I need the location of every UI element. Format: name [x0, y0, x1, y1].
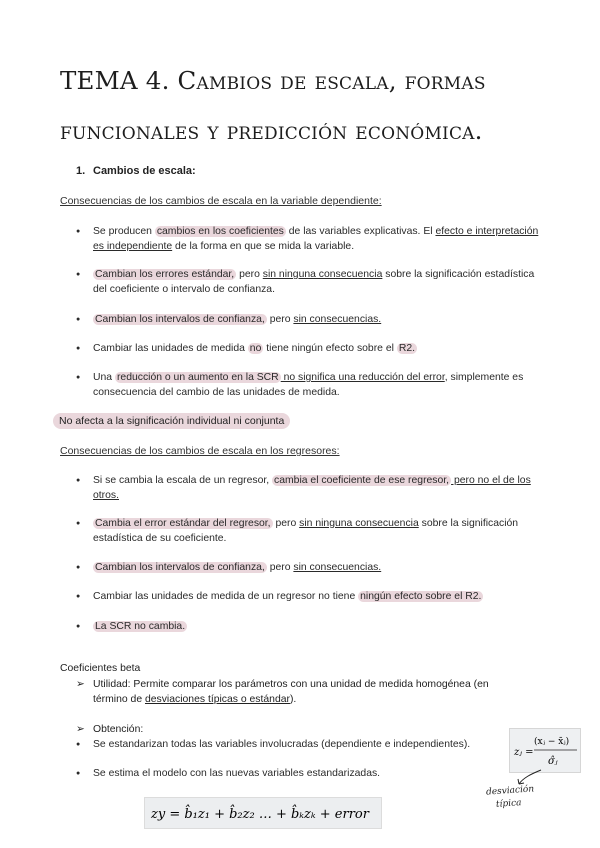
- list-item: ● Se estima el modelo con las nuevas variables estandarizadas.: [93, 766, 548, 781]
- list-item: ➢ Obtención:: [76, 724, 144, 735]
- svg-text:(xⱼ − x̄ⱼ): (xⱼ − x̄ⱼ): [534, 737, 570, 747]
- list-item: ● Se estandarizan todas las variables involucradas (dependiente e independientes).: [93, 737, 548, 752]
- section-label: Cambios de escala:: [93, 165, 196, 177]
- list-item: ● La SCR no cambia.: [93, 619, 548, 634]
- list-item: ● Cambia el error estándar del regresor, pero sin ninguna consecuencia sobre la significación estadística de su coeficiente.: [93, 516, 548, 546]
- formula-graphic: [510, 729, 580, 772]
- list-item: ● Cambian los intervalos de confianza, pero sin consecuencias.: [93, 560, 548, 575]
- beta-heading: Coeficientes beta: [60, 663, 141, 674]
- list-item: ➢ Utilidad: Permite comparar los parámetros con una unidad de medida homogénea (en término de desviaciones típicas o estándar).: [76, 679, 489, 705]
- list-item: ● Cambian los errores estándar, pero sin ninguna consecuencia sobre la significación estadística del coeficiente o intervalo de confianza.: [93, 267, 548, 297]
- handwritten-note-line1: desviación: [485, 784, 535, 798]
- section-number: 1.: [76, 165, 86, 177]
- dependent-heading: Consecuencias de los cambios de escala en la variable dependiente:: [60, 195, 382, 207]
- arrow-icon: ➢: [76, 724, 85, 735]
- svg-text:σ̂ⱼ: σ̂ⱼ: [548, 756, 558, 767]
- handwritten-note-line2: típica: [495, 798, 522, 810]
- list-item: ● Cambiar las unidades de medida de un regresor no tiene ningún efecto sobre el R2.: [93, 589, 548, 604]
- section-heading: [76, 165, 196, 177]
- page-title: TEMA 4. Cambios de escala, formas funcionales y predicción económica.: [60, 66, 486, 145]
- list-item: ● Se producen cambios en los coeficientes de las variables explicativas. El efecto e interpretación es independiente de la forma en que se mida la variable.: [93, 224, 548, 254]
- list-item: ● Cambiar las unidades de medida no tiene ningún efecto sobre el R2.: [93, 341, 548, 356]
- svg-text:zy = b̂₁z₁ + b̂₂z₂ … + b̂ₖzₖ +: zy = b̂₁z₁ + b̂₂z₂ … + b̂ₖzₖ + error: [151, 807, 369, 822]
- svg-text:zⱼ =: zⱼ =: [514, 747, 534, 758]
- list-item: ● Cambian los intervalos de confianza, pero sin consecuencias.: [93, 312, 548, 327]
- list-item: ● Si se cambia la escala de un regresor, cambia el coeficiente de ese regresor, pero no el de los otros.: [93, 473, 548, 503]
- list-item: ● Una reducción o un aumento en la SCR no significa una reducción del error, simplemente es consecuencia del cambio de las unidades de medida.: [93, 370, 548, 400]
- equation-graphic: [145, 798, 381, 828]
- highlighted-note: No afecta a la significación individual ni conjunta: [53, 413, 290, 429]
- regression-equation: [144, 797, 382, 829]
- standardization-formula: [509, 728, 581, 773]
- arrow-icon: ➢: [76, 679, 85, 690]
- regressors-heading: Consecuencias de los cambios de escala en los regresores:: [60, 445, 340, 457]
